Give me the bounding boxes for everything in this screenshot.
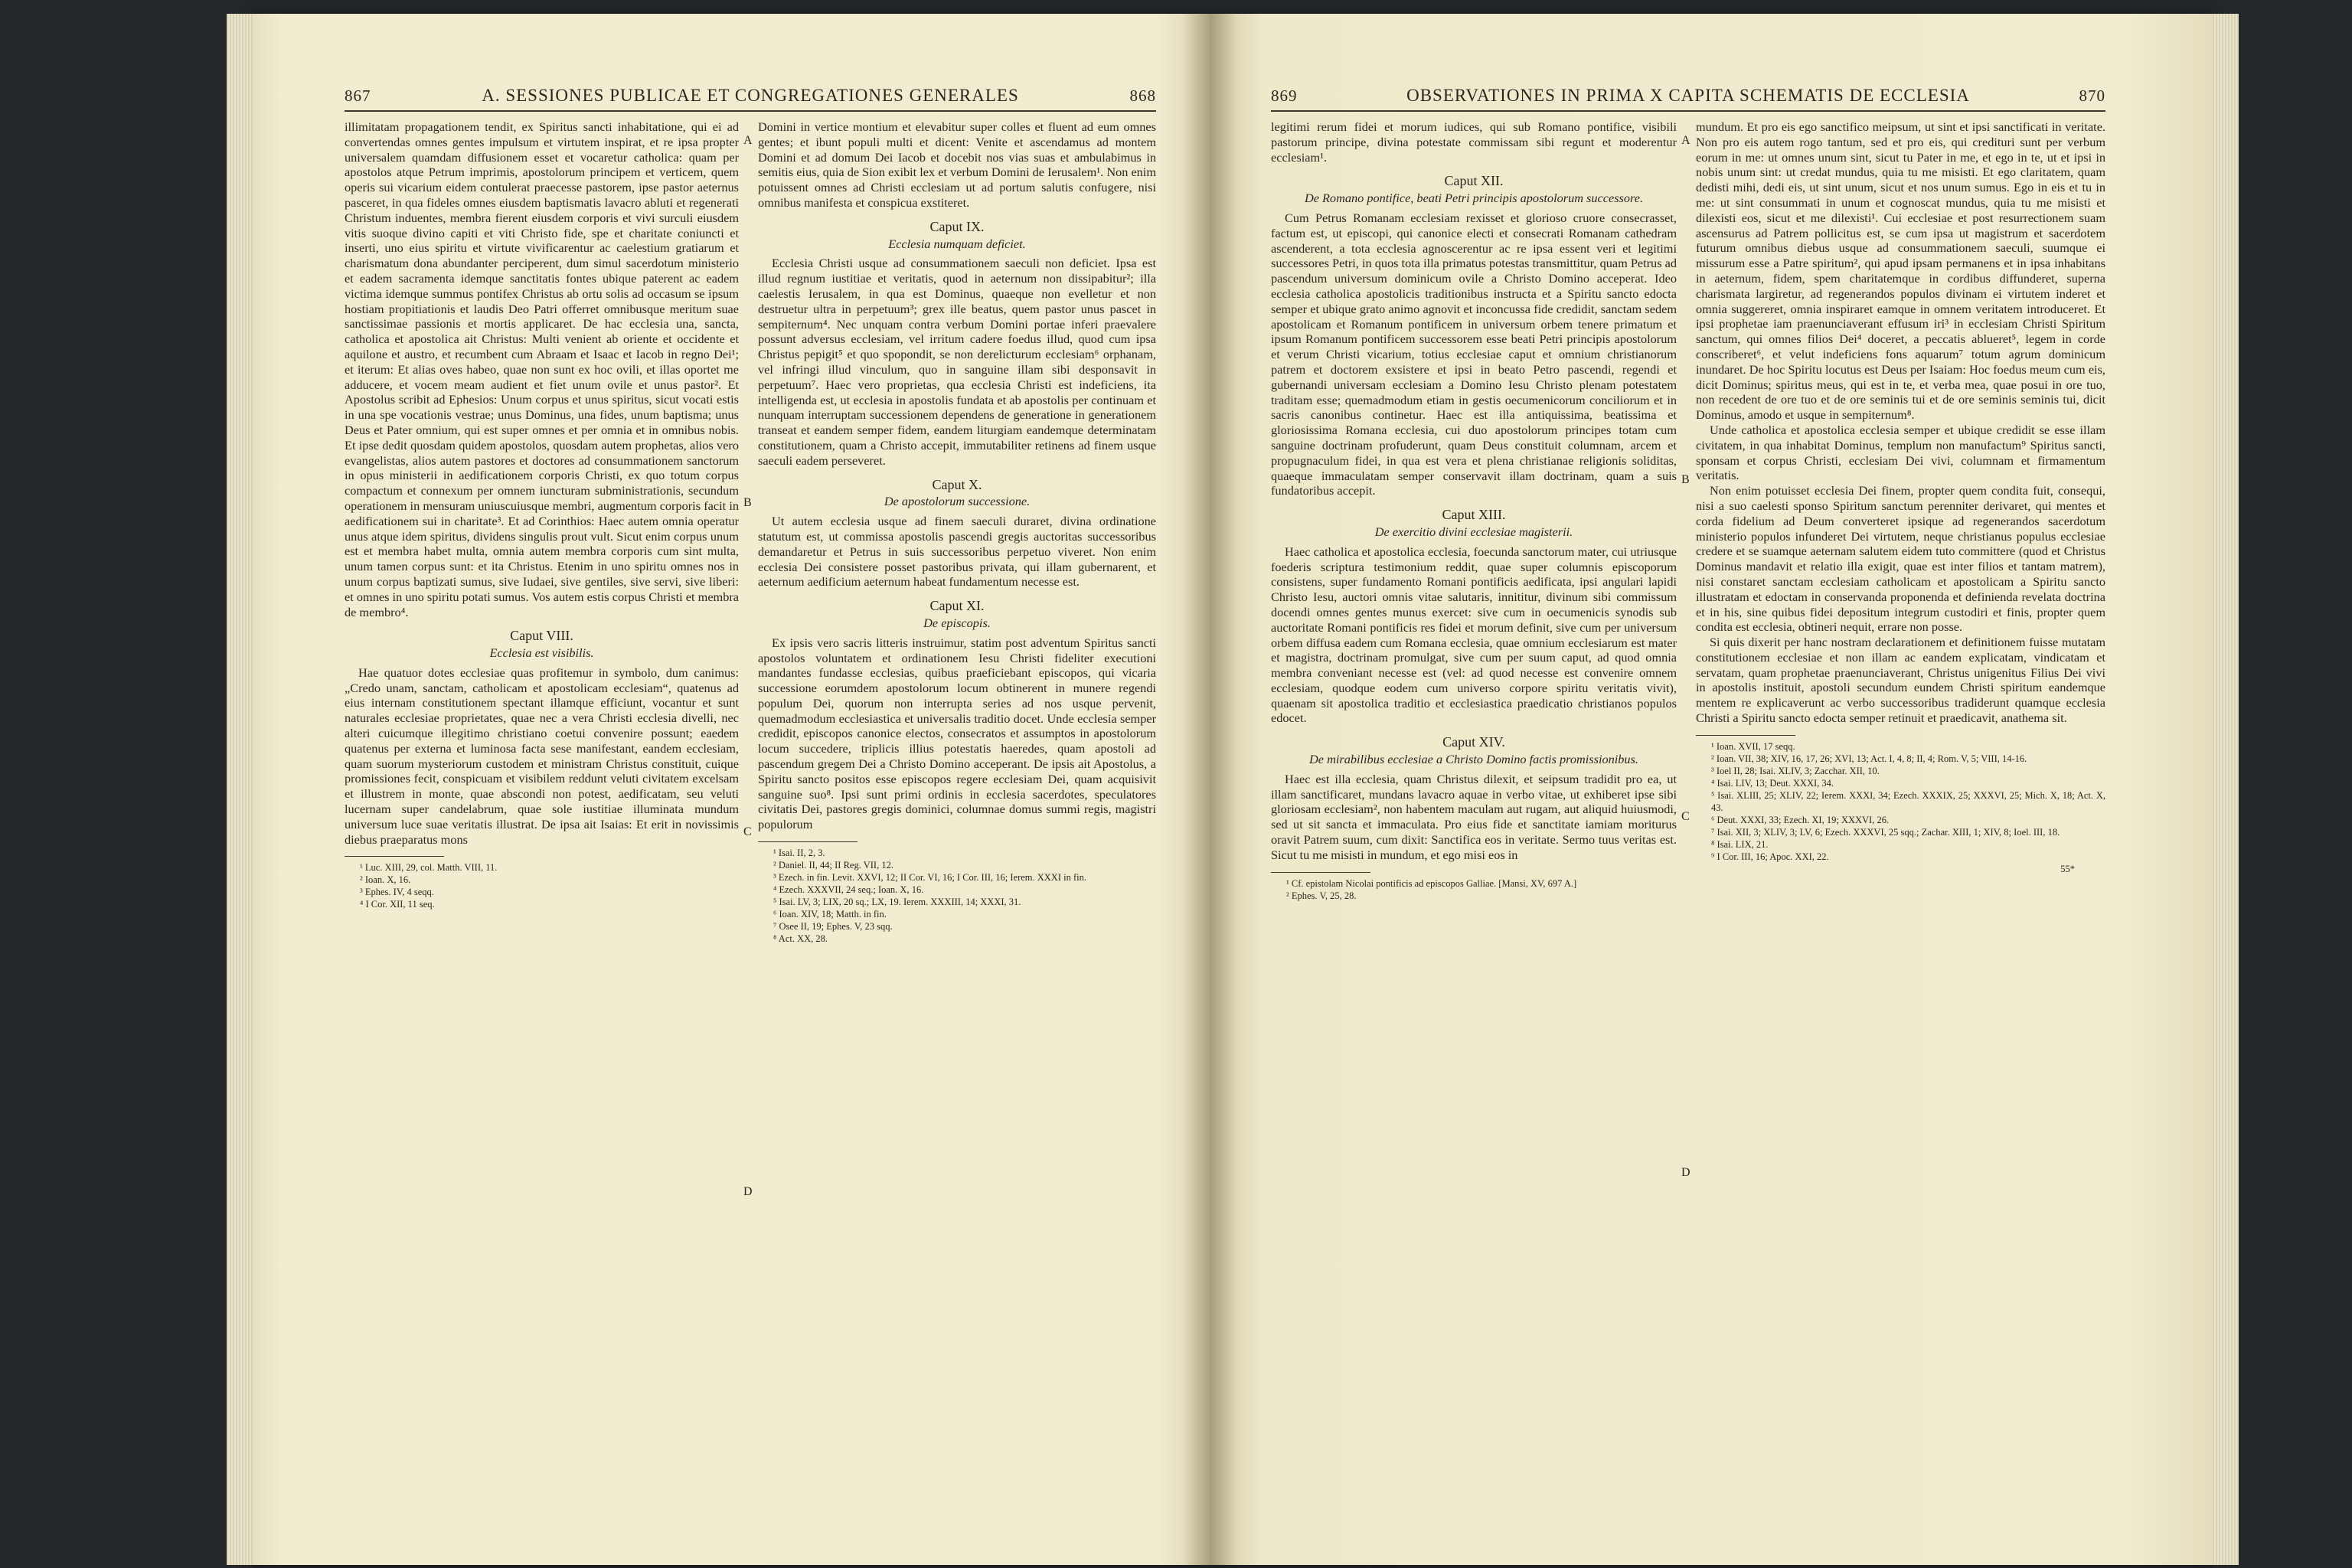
book-spread <box>253 14 2213 1565</box>
paragraph: Ecclesia Christi usque ad consummationem saeculi non deficiet. Ipsa est illud regnum iustitiae et veritatis, quod in aeternum non dissipabitur²; illa caelestis Ierusalem, in qua est Dominus, quaeque non evelletur et non destruetur ultra in perpetuum³; grex ille beatus, quem pastor unus pascet in sempiternum⁴. Nec unquam contra verbum Domini portae inferi praevalere possunt adversus ecclesiam, vel irritum cadere foedus illud, quod cum ipsa Christus pepigit⁵ et quo spopondit, se non derelicturum ecclesiam⁶ orphanam, vel infringi illud vinculum, quo in sanguine illam sibi desponsavit in perpetuum⁷. Haec vero proprietas, qua ecclesia Christi est indeficiens, ita intelligenda est, ut ecclesia in apostolis fundata et ab apostolis per continuam et nunquam interruptam successionem dependens de generatione in generationem transeat et eandem semper fidem, eandem liturgiam eandemque determinatam constitutionem, quam a Christo accepit, immutabiliter retinens ad finem usque saeculi eadem perseveret. <box>758 256 1156 468</box>
section-marker-a: A <box>1681 134 1690 147</box>
footnote: ⁷ Isai. XII, 3; XLIV, 3; LV, 6; Ezech. XXXVI, 25 sqq.; Zachar. XIII, 1; XIV, 8; Ioel. III, 18. <box>1711 826 2060 838</box>
paragraph: legitimi rerum fidei et morum iudices, qui sub Romano pontifice, visibili pastorum principe, divina potestate commissam sibi regunt et moderentur ecclesiam¹. <box>1271 119 1677 165</box>
page-number-869: 869 <box>1271 87 1298 105</box>
paragraph: Ex ipsis vero sacris litteris instruimur, statim post adventum Spiritus sancti apostolos voluntatem et ordinationem Iesu Christi fideliter executioni mandantes fundasse ecclesias, quibus praeficiebant episcopos, qui vicaria successione eorumdem apostolorum locum obtinerent in munere regendi populum Dei, quorum non interrupta series ad nos usque pervenit, quemadmodum ecclesiastica et universalis traditio docet. Unde ecclesia semper credidit, episcopos canonice electos, consecratos et assumptos in apostolorum locum succedere, triplicis illius potestatis haeredes, quam apostoli ad pascendum gregem Dei a Christo Domino acceperant. De ipsis ait Apostolus, a Spiritu sancto positos esse episcopos regere ecclesiam Dei, quam acquisivit sanguine suo⁸. Ipsi sunt primi ordinis in ecclesia sacerdotes, speculatores civitatis Dei, pastores gregis dominici, columnae domus summi regis, magistri populorum <box>758 635 1156 832</box>
right-page <box>1210 14 2213 1565</box>
chapter-heading: Caput X. <box>932 476 982 492</box>
footnote-rule <box>1271 872 1370 873</box>
footnote-rule <box>345 856 444 857</box>
footnote: ⁴ I Cor. XII, 11 seq. <box>360 899 435 910</box>
paragraph: Unde catholica et apostolica ecclesia semper et ubique credidit se esse illam civitatem, in qua inhabitat Dominus, templum non manufactum⁹ Spiritus sancti, sponsam et corpus Christi, ecclesiam Dei vivi, columnam et firmamentum veritatis. <box>1696 422 2105 483</box>
right-page-column-2 <box>1696 119 2105 875</box>
footnote: ⁶ Deut. XXXI, 33; Ezech. XI, 19; XXXVI, 26. <box>1711 814 1890 825</box>
footnote: ⁸ Isai. LIX, 21. <box>1711 838 1769 850</box>
footnote: ⁵ Isai. LV, 3; LIX, 20 sq.; LX, 19. Ierem. XXXIII, 14; XXXI, 31. <box>773 897 1021 908</box>
footnote: ⁷ Osee II, 19; Ephes. V, 23 sqq. <box>773 921 893 933</box>
paragraph: illimitatam propagationem tendit, ex Spiritus sancti inhabitatione, qui ei ad convertendas omnes gentes impulsum et virtutem inspirat, et re ipsa propter universalem quamdam diffusionem esset et vocaretur catholica: quam per apostolos atque Petrum imprimis, apostolorum principem et verticem, quem operis sui vicarium eidem contulerat praecesse pastorem, ipse pastor aeternus pasceret, in qua fideles omnes eiusdem baptismatis lavacro abluti et regenerati Christum induentes, membra fierent eiusdem corporis et vivi surculi eiusdem vitis suoque divino capiti et viti Christo fide, spe et charitate coniuncti et inserti, uno eius spiritu et virtute vivificarentur ac caelestium gratiarum et charismatum dona abundanter perciperent, dum simul sacerdotum ministerio et eadem sacramenta idemque sanctitatis fontes ubique paterent ac eadem victima idemque summus pontifex Christus ab ortu solis ad occasum se ipsum hostiam propitiationis et laudis Deo Patri offerret omnibusque meritum suae sanctissimae passionis et mortis applicaret. De hac ecclesia una, sancta, catholica et apostolica ait Christus: Multi venient ab oriente et occidente et aquilone et austro, et recumbent cum Abraam et Isaac et Iacob in regno Dei¹; et iterum: Et alias oves habeo, quae non sunt ex hoc ovili, et illas oportet me adducere, et vocem meam audient et fiet unum ovile et unus pastor². Et Apostolus scribit ad Ephesios: Unum corpus et unus spiritus, sicut vocati estis in una spe vocationis vestrae; unus Dominus, una fides, unum baptisma; unus Deus et Pater omnium, qui est super omnes et per omnia et in omnibus nobis. Et ipse dedit quosdam quidem apostolos, quosdam autem prophetas, alios vero evangelistas, alios autem pastores et doctores ad consummationem sanctorum in opus ministerii in aedificationem corporis Christi, ex quo totum corpus compactum et connexum per omnem iuncturam subministrationis, secundum operationem in mensuram uniuscuiusque membri, augmentum corporis facit in aedificationem sui in charitate³. Et ad Corinthios: Haec autem omnia operatur unus atque idem spiritus, dividens singulis prout vult. Sicut enim corpus unum est et membra habet multa, omnia autem membra corporis cum sint multa, unum tamen corpus sunt: et ita Christus. Etenim in uno spiritu omnes nos in unum corpus baptizati sumus, sive Iudaei, sive gentiles, sive servi, sive liberi: et omnes in uno spiritu potati sumus. Vos autem estis corpus Christi et membra de membro⁴. <box>345 119 739 619</box>
section-marker-c: C <box>743 825 752 838</box>
chapter-heading: Caput XI. <box>929 598 985 614</box>
footnote: ⁸ Act. XX, 28. <box>773 933 828 945</box>
section-marker-c: C <box>1681 810 1690 823</box>
footnote: ⁶ Ioan. XIV, 18; Matth. in fin. <box>773 909 887 920</box>
chapter-subtitle: De mirabilibus ecclesiae a Christo Domino factis promissionibus. <box>1309 752 1638 767</box>
chapter-heading: Caput IX. <box>929 218 985 234</box>
chapter-subtitle: De exercitio divini ecclesiae magisterii. <box>1374 524 1573 539</box>
footnote-rule <box>758 841 858 842</box>
left-fore-edge <box>227 14 253 1565</box>
paragraph: Ut autem ecclesia usque ad finem saeculi duraret, divina ordinatione statutum est, ut commissa apostolis pascendi gregis auctoritas successoribus demandaretur et Petrus in suis successoribus perpetuo viveret. Non enim ecclesia Dei consistere posset pastoribus privata, qui illam gubernarent, et aeternum aedificium aeternum habeat fundamentum necesse est. <box>758 514 1156 590</box>
chapter-heading: Caput XII. <box>1444 173 1504 189</box>
footnote: ² Ioan. X, 16. <box>360 874 411 886</box>
section-marker-d: D <box>1681 1166 1690 1179</box>
paragraph: Cum Petrus Romanam ecclesiam rexisset et glorioso cruore consecrasset, factum est, ut episcopi, qui canonice electi et consecrati Romanam cathedram ascenderent, a tota ecclesia agnoscerentur ac re ipsa essent veri et legitimi successores Petri, in quos tota illa primatus potestas transmittitur, quam Petrus ad pascendum universum dominicum ovile a Christo Domino acceperat. Ideo ecclesia catholica apostolicis traditionibus instructa et a Spiritu sancto edocta semper et ubique grato animo agnovit et inconcussa fide credidit, sanctam sedem apostolicam et Romanum pontificem in universum orbem tenere primatum et ipsum Romanum pontificem successorem esse beati Petri principis apostolorum et verum Christi vicarium, totius ecclesiae caput et omnium christianorum patrem et doctorem exsistere et ipsi in beato Petro pascendi, regendi et gubernandi universam ecclesiam a Domino Iesu Christo plenam potestatem traditam esse; quemadmodum etiam in gestis oecumenicorum conciliorum et in sacris canonibus continetur. Haec est illa antiquissima, beatissima et gloriosissima Romana ecclesia, cui duo apostolorum principes totam cum sanguine doctrinam profuderunt, quam Deus constituit columnam, arcem et propugnaculum fidei, in qua est vera et plena christianae religionis soliditas, quaeque immaculatam semper conservavit illam doctrinam, quam a suis fundatoribus accepit. <box>1271 210 1677 498</box>
paragraph: Si quis dixerit per hanc nostram declarationem et definitionem fuisse mutatam constitutionem ecclesiae et non illam ac eandem explicatam, vindicatam et servatam, quam prophetae praenunciaverant, Christus unigenitus Filius Dei vivi in apostolis instituit, apostoli secundum eundem Christi spiritum eandemque mentem re explicaverunt ac verbo successoribus tradiderunt quamque ecclesia Christi a Spiritu sancto edocta semper retinuit et praedicavit, anathema sit. <box>1696 635 2105 726</box>
page-number-868: 868 <box>1129 87 1156 105</box>
left-page-column-2 <box>758 119 1156 945</box>
footnote: ² Ephes. V, 25, 28. <box>1286 890 1357 901</box>
right-page-column-1 <box>1271 119 1677 902</box>
chapter-heading: Caput XIV. <box>1442 734 1505 750</box>
left-page <box>253 14 1210 1565</box>
left-header-rule <box>345 110 1156 112</box>
right-running-head <box>1271 84 2105 107</box>
chapter-heading: Caput VIII. <box>510 628 573 644</box>
right-header-rule <box>1271 110 2105 112</box>
footnote: ¹ Isai. II, 2, 3. <box>773 848 825 859</box>
left-header-title: A. SESSIONES PUBLICAE ET CONGREGATIONES GENERALES <box>482 86 1019 105</box>
chapter-subtitle: De apostolorum successione. <box>884 494 1031 509</box>
paragraph: Domini in vertice montium et elevabitur super colles et fluent ad eum omnes gentes; et ibunt populi multi et dicent: Venite et ascendamus ad montem Domini et ad domum Dei Iacob et docebit nos vias suas et ambulabimus in semitis eius, quia de Sion exibit lex et verbum Domini de Ierusalem¹. Non enim potuissent omnes ad Christi ecclesiam ut ad portum salutis confugere, nisi omnibus manifesta et conspicua exstiteret. <box>758 119 1156 210</box>
section-marker-b: B <box>1681 473 1690 486</box>
left-running-head <box>345 84 1156 107</box>
paragraph: mundum. Et pro eis ego sanctifico meipsum, ut sint et ipsi sanctificati in veritate. Non pro eis autem rogo tantum, sed et pro eis, qui credituri sunt per verbum eorum in me: ut omnes unum sint, sicut tu Pater in me, et ego in te, ut et ipsi in nobis unum sint: ut credat mundus, quia tu me misisti. Et ego claritatem, quam dedisti mihi, dedi eis, ut sint unum, sicut et nos unum sumus. Ego in eis et tu in me: ut sint consummati in unum et cognoscat mundus, quia tu me misisti et dilexisti eos, sicut et me dilexisti¹. Cui ecclesiae et post resurrectionem suam ascensurus ad Patrem pollicitus est, se cum ipsa ut magistrum et sacerdotem futurum omnibus diebus usque ad consummationem saeculi, suumque ei missurum esse a Patre spiritum², qui apud ipsam permanens et in ipsa inhabitans in aeternum, fidem, spem charitatemque in cordibus diffunderet, superna charismata largiretur, ad regenerandos populos divinam ei virtutem inderet et omnia suggereret, omnia inspiraret eamque in omnem veritatem introduceret. Et ipsi prophetae iam praenunciaverant effusum iri³ in ecclesiam Christi Spiritum sanctum, qui omnes filios Dei⁴ doceret, a peccatis ablueret⁵, legem in corde conscriberet⁶, et velut indeficiens fons aquarum⁷ totum agrum dominicum inundaret. De hoc Spiritu locutus est Deus per Isaiam: Hoc foedus meum cum eis, dicit Dominus; spiritus meus, qui est in te, et verba mea, quae posui in ore tuo, non recedent de ore tuo et de ore seminis tui et de ore seminis seminis tui, dicit Dominus, amodo et usque in sempiternum⁸. <box>1696 119 2105 423</box>
left-page-column-1 <box>345 119 739 910</box>
chapter-subtitle: De Romano pontifice, beati Petri principis apostolorum successore. <box>1304 191 1644 206</box>
footnote: ⁹ I Cor. III, 16; Apoc. XXI, 22. <box>1711 851 1829 862</box>
chapter-heading: Caput XIII. <box>1442 507 1506 523</box>
section-marker-a: A <box>743 134 753 147</box>
footnote: ² Daniel. II, 44; II Reg. VII, 12. <box>773 860 893 871</box>
footnote: ² Ioan. VII, 38; XIV, 16, 17, 26; XVI, 13; Act. I, 4, 8; II, 4; Rom. V, 5; VIII, 14-16. <box>1711 753 2027 764</box>
footnote: ¹ Luc. XIII, 29, col. Matth. VIII, 11. <box>360 862 498 874</box>
footnote: ⁵ Isai. XLIII, 25; XLIV, 22; Ierem. XXXI, 34; Ezech. XXXIX, 25; XXXVI, 25; Mich. X, 18; Act. X, 43. <box>1711 789 2105 813</box>
section-marker-b: B <box>743 496 752 509</box>
footnote-rule <box>1696 735 1795 736</box>
paragraph: Haec catholica et apostolica ecclesia, foecunda sanctorum mater, cui utriusque foederis scriptura testimonium reddit, quae super columnis episcoporum consistens, super fundamento Romani pontificis aedificata, ipsi angulari lapidi Christo Iesu, auctori omnis vitae salutaris, innititur, divinum sibi commissum docendi omnes gentes munus exercet: sive cum in oecumenicis synodis sub auctoritate Romani pontificis res fidei et morum definit, sive cum per universum orbem diffusa eadem cum Romana ecclesia, quae omnium ecclesiarum est mater et magistra, doctrinam promulgat, sive cum per suum caput, ad quod omnia membra conveniant necesse est (vel: ad quod necesse est convenire omnem ecclesiam, quodque eodem cum universo corpore spiritu veritatis vivit), quaenam sit apostolica traditio et ecclesiastica praedicatio christianos populos edocet. <box>1271 544 1677 726</box>
chapter-subtitle: Ecclesia est visibilis. <box>489 645 594 661</box>
paragraph: Hae quatuor dotes ecclesiae quas profitemur in symbolo, dum canimus: „Credo unam, sanctam, catholicam et apostolicam ecclesiam“, quatenus ad eius internam constitutionem spectant illamque efficiunt, vocantur et sunt naturales ecclesiae proprietates, quae nec a vera Christi ecclesia divelli, nec alteri cuicumque illegitimo christiano coetui convenire possunt; eaedem quatenus per externa et luminosa facta sese manifestant, eandem ecclesiam, quam suorum mysteriorum custodem et ministram Christus constituit, cuique promissiones fecit, conspicuam et visibilem reddunt veluti civitatem excelsam et illustrem in monte, quae abscondi non potest, aedificatam, seu veluti lucernam super candelabrum, quae sole iustitiae illuminata mundum universum luce suae veritatis illustrat. De ipsa ait Isaias: Et erit in novissimis diebus praeparatus mons <box>345 665 739 847</box>
chapter-subtitle: Ecclesia numquam deficiet. <box>888 236 1026 251</box>
paragraph: Haec est illa ecclesia, quam Christus dilexit, et seipsum tradidit pro ea, ut illam sanctificaret, mundans lavacro aquae in verbo vitae, ut exhiberet ipse sibi gloriosam ecclesiam², non habentem maculam aut rugam, aut aliquid huiusmodi, sed ut sit sancta et immaculata. Pro eius fide et sanctitate iamiam moriturus oravit Patrem suum, cum dixit: Sanctifica eos in veritate. Sermo tuus veritas est. Sicut tu me misisti in mundum, et ego misi eos in <box>1271 771 1677 862</box>
footnote: ¹ Ioan. XVII, 17 seqq. <box>1711 740 1795 752</box>
right-header-title: OBSERVATIONES IN PRIMA X CAPITA SCHEMATIS DE ECCLESIA <box>1406 86 1970 105</box>
right-fore-edge <box>2213 14 2239 1565</box>
footnote: ⁴ Ezech. XXXVII, 24 seq.; Ioan. X, 16. <box>773 884 924 896</box>
chapter-subtitle: De episcopis. <box>923 615 991 630</box>
footnote: ¹ Cf. epistolam Nicolai pontificis ad episcopos Galliae. [Mansi, XV, 697 A.] <box>1286 877 1577 889</box>
section-marker-d: D <box>743 1185 753 1198</box>
paragraph: Non enim potuisset ecclesia Dei finem, propter quem condita fuit, consequi, nisi a suo caelesti sponso Spiritum sanctum perenniter derivaret, qui mentes et corda fidelium ad Deum converteret ipsique ad regenerandos sacerdotum ministerio populos infunderet Dei virtutem, neque christianus populus ecclesiae credere et se suamque aeternam salutem eidem tuto committere (quod et Christus Dominus mandavit et relatio illa exigit, quae est inter filios et tantam matrem), nisi constaret sanctam ecclesiam catholicam et apostolicam a Spiritu sancto illustratam et edoctam in conservanda proponenda et definienda revelata doctrina et in his, sine quibus fidei depositum integrum custodiri et finis, propter quem condita est ecclesia, obtineri nequit, errare non posse. <box>1696 483 2105 635</box>
printer-signature: 55* <box>2060 863 2075 874</box>
footnote: ³ Ephes. IV, 4 seqq. <box>360 887 434 898</box>
page-number-867: 867 <box>345 87 371 105</box>
footnote: ³ Ioel II, 28; Isai. XLIV, 3; Zacchar. XII, 10. <box>1711 765 1880 776</box>
footnote: ⁴ Isai. LIV, 13; Deut. XXXI, 34. <box>1711 777 1834 789</box>
page-number-870: 870 <box>2079 87 2105 105</box>
footnote: ³ Ezech. in fin. Levit. XXVI, 12; II Cor. VI, 16; I Cor. III, 16; Ierem. XXXI in fin. <box>773 872 1086 884</box>
